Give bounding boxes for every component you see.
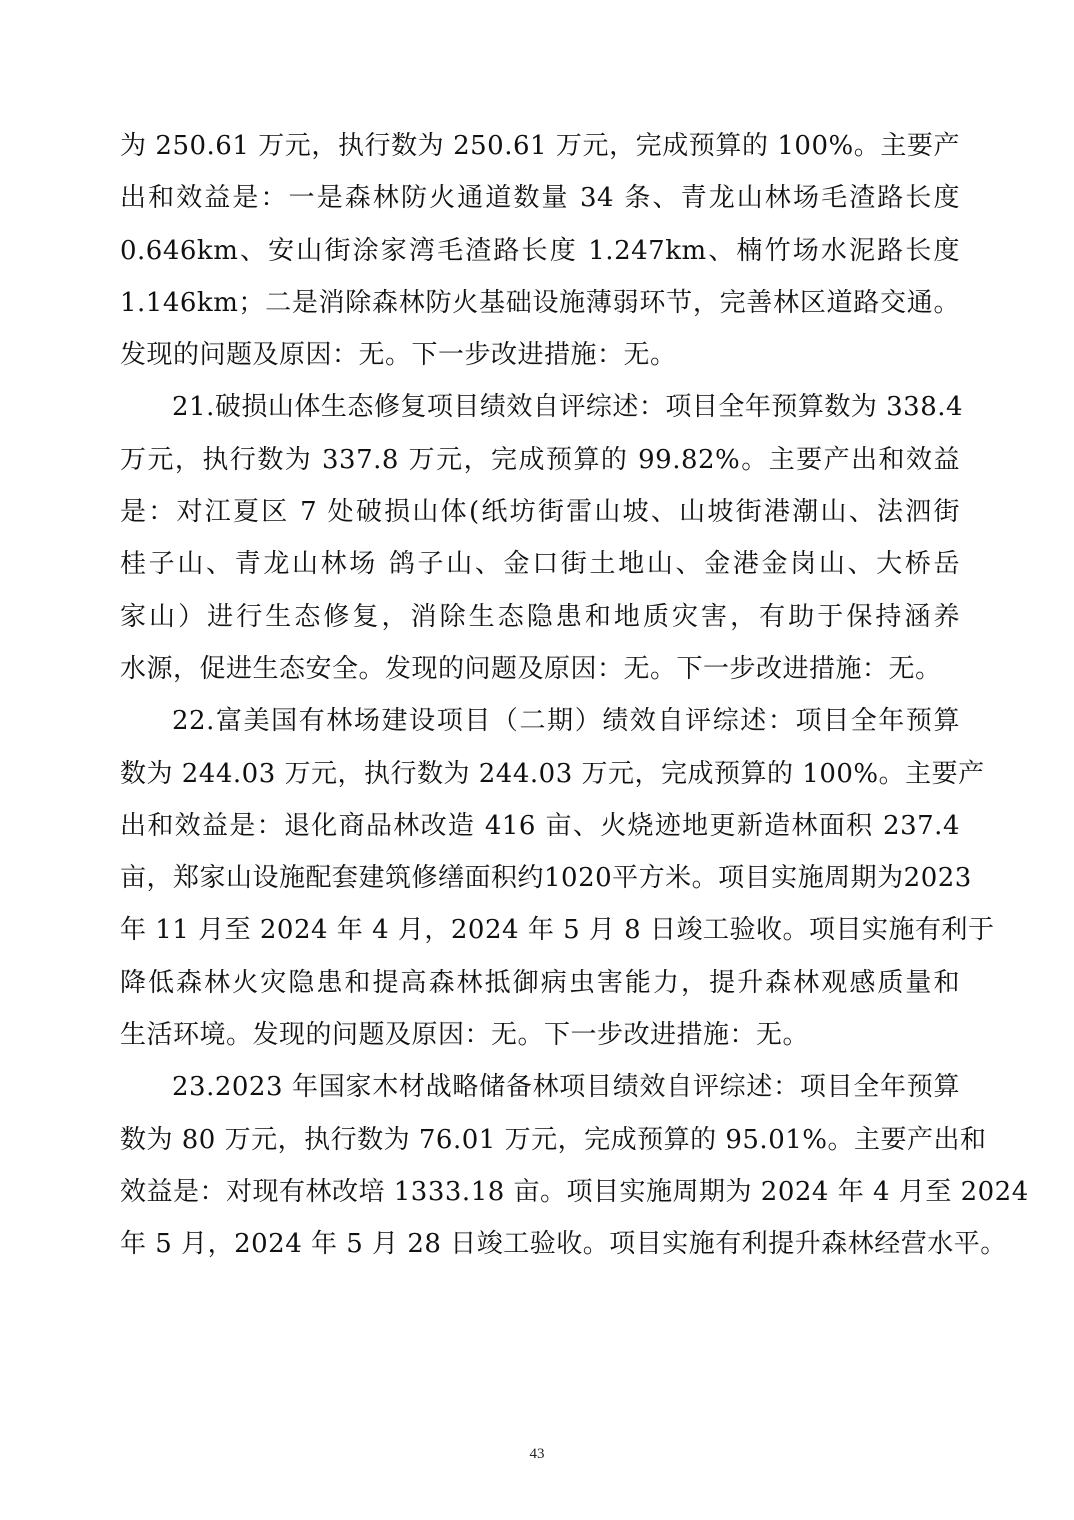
text-line: 22.富美国有林场建设项目（二期）绩效自评综述：项目全年预算: [172, 706, 960, 737]
paragraph-20-continued: [120, 120, 960, 381]
text-line: 1.146km；二是消除森林防火基础设施薄弱环节，完善林区道路交通。: [120, 287, 960, 318]
text-line: 是：对江夏区 7 处破损山体(纸坊街雷山坡、山坡街港潮山、法泗街: [120, 497, 960, 528]
text-line: 年 11 月至 2024 年 4 月，2024 年 5 月 8 日竣工验收。项目实施有利于: [120, 915, 995, 946]
text-line: 万元，执行数为 337.8 万元，完成预算的 99.82%。主要产出和效益: [120, 444, 960, 475]
text-line: 21.破损山体生态修复项目绩效自评综述：项目全年预算数为 338.4: [172, 392, 964, 423]
text-line: 降低森林火灾隐患和提高森林抵御病虫害能力，提升森林观感质量和: [120, 967, 960, 998]
body-text: [120, 120, 1029, 1271]
text-line: 出和效益是：一是森林防火通道数量 34 条、青龙山林场毛渣路长度: [120, 183, 960, 214]
text-line: 数为 80 万元，执行数为 76.01 万元，完成预算的 95.01%。主要产出和: [120, 1124, 987, 1155]
text-line: 水源，促进生态安全。发现的问题及原因：无。下一步改进措施：无。: [120, 653, 942, 684]
text-line: 桂子山、青龙山林场 鸽子山、金口街土地山、金港金岗山、大桥岳: [120, 549, 960, 580]
text-line: 生活环境。发现的问题及原因：无。下一步改进措施：无。: [120, 1020, 810, 1051]
text-line: 0.646km、安山街涂家湾毛渣路长度 1.247km、楠竹场水泥路长度: [120, 235, 960, 266]
paragraph-21: [120, 381, 964, 695]
text-line: 23.2023 年国家木材战略储备林项目绩效自评综述：项目全年预算: [172, 1072, 960, 1103]
paragraph-22: [120, 695, 995, 1061]
text-line: 数为 244.03 万元，执行数为 244.03 万元，完成预算的 100%。主要产: [120, 758, 985, 789]
text-line: 为 250.61 万元，执行数为 250.61 万元，完成预算的 100%。主要产: [120, 131, 960, 161]
text-line: 家山）进行生态修复，消除生态隐患和地质灾害，有助于保持涵养: [120, 601, 960, 632]
paragraph-23: [120, 1061, 1029, 1270]
page-number: 43: [529, 1446, 545, 1462]
text-line: 亩，郑家山设施配套建筑修缮面积约1020平方米。项目实施周期为2023: [120, 863, 972, 894]
text-line: 发现的问题及原因：无。下一步改进措施：无。: [120, 340, 677, 371]
text-line: 年 5 月，2024 年 5 月 28 日竣工验收。项目实施有利提升森林经营水平。: [120, 1229, 1007, 1260]
text-line: 效益是：对现有林改培 1333.18 亩。项目实施周期为 2024 年 4 月至 2024: [120, 1176, 1029, 1207]
text-line: 出和效益是：退化商品林改造 416 亩、火烧迹地更新造林面积 237.4: [120, 810, 960, 841]
